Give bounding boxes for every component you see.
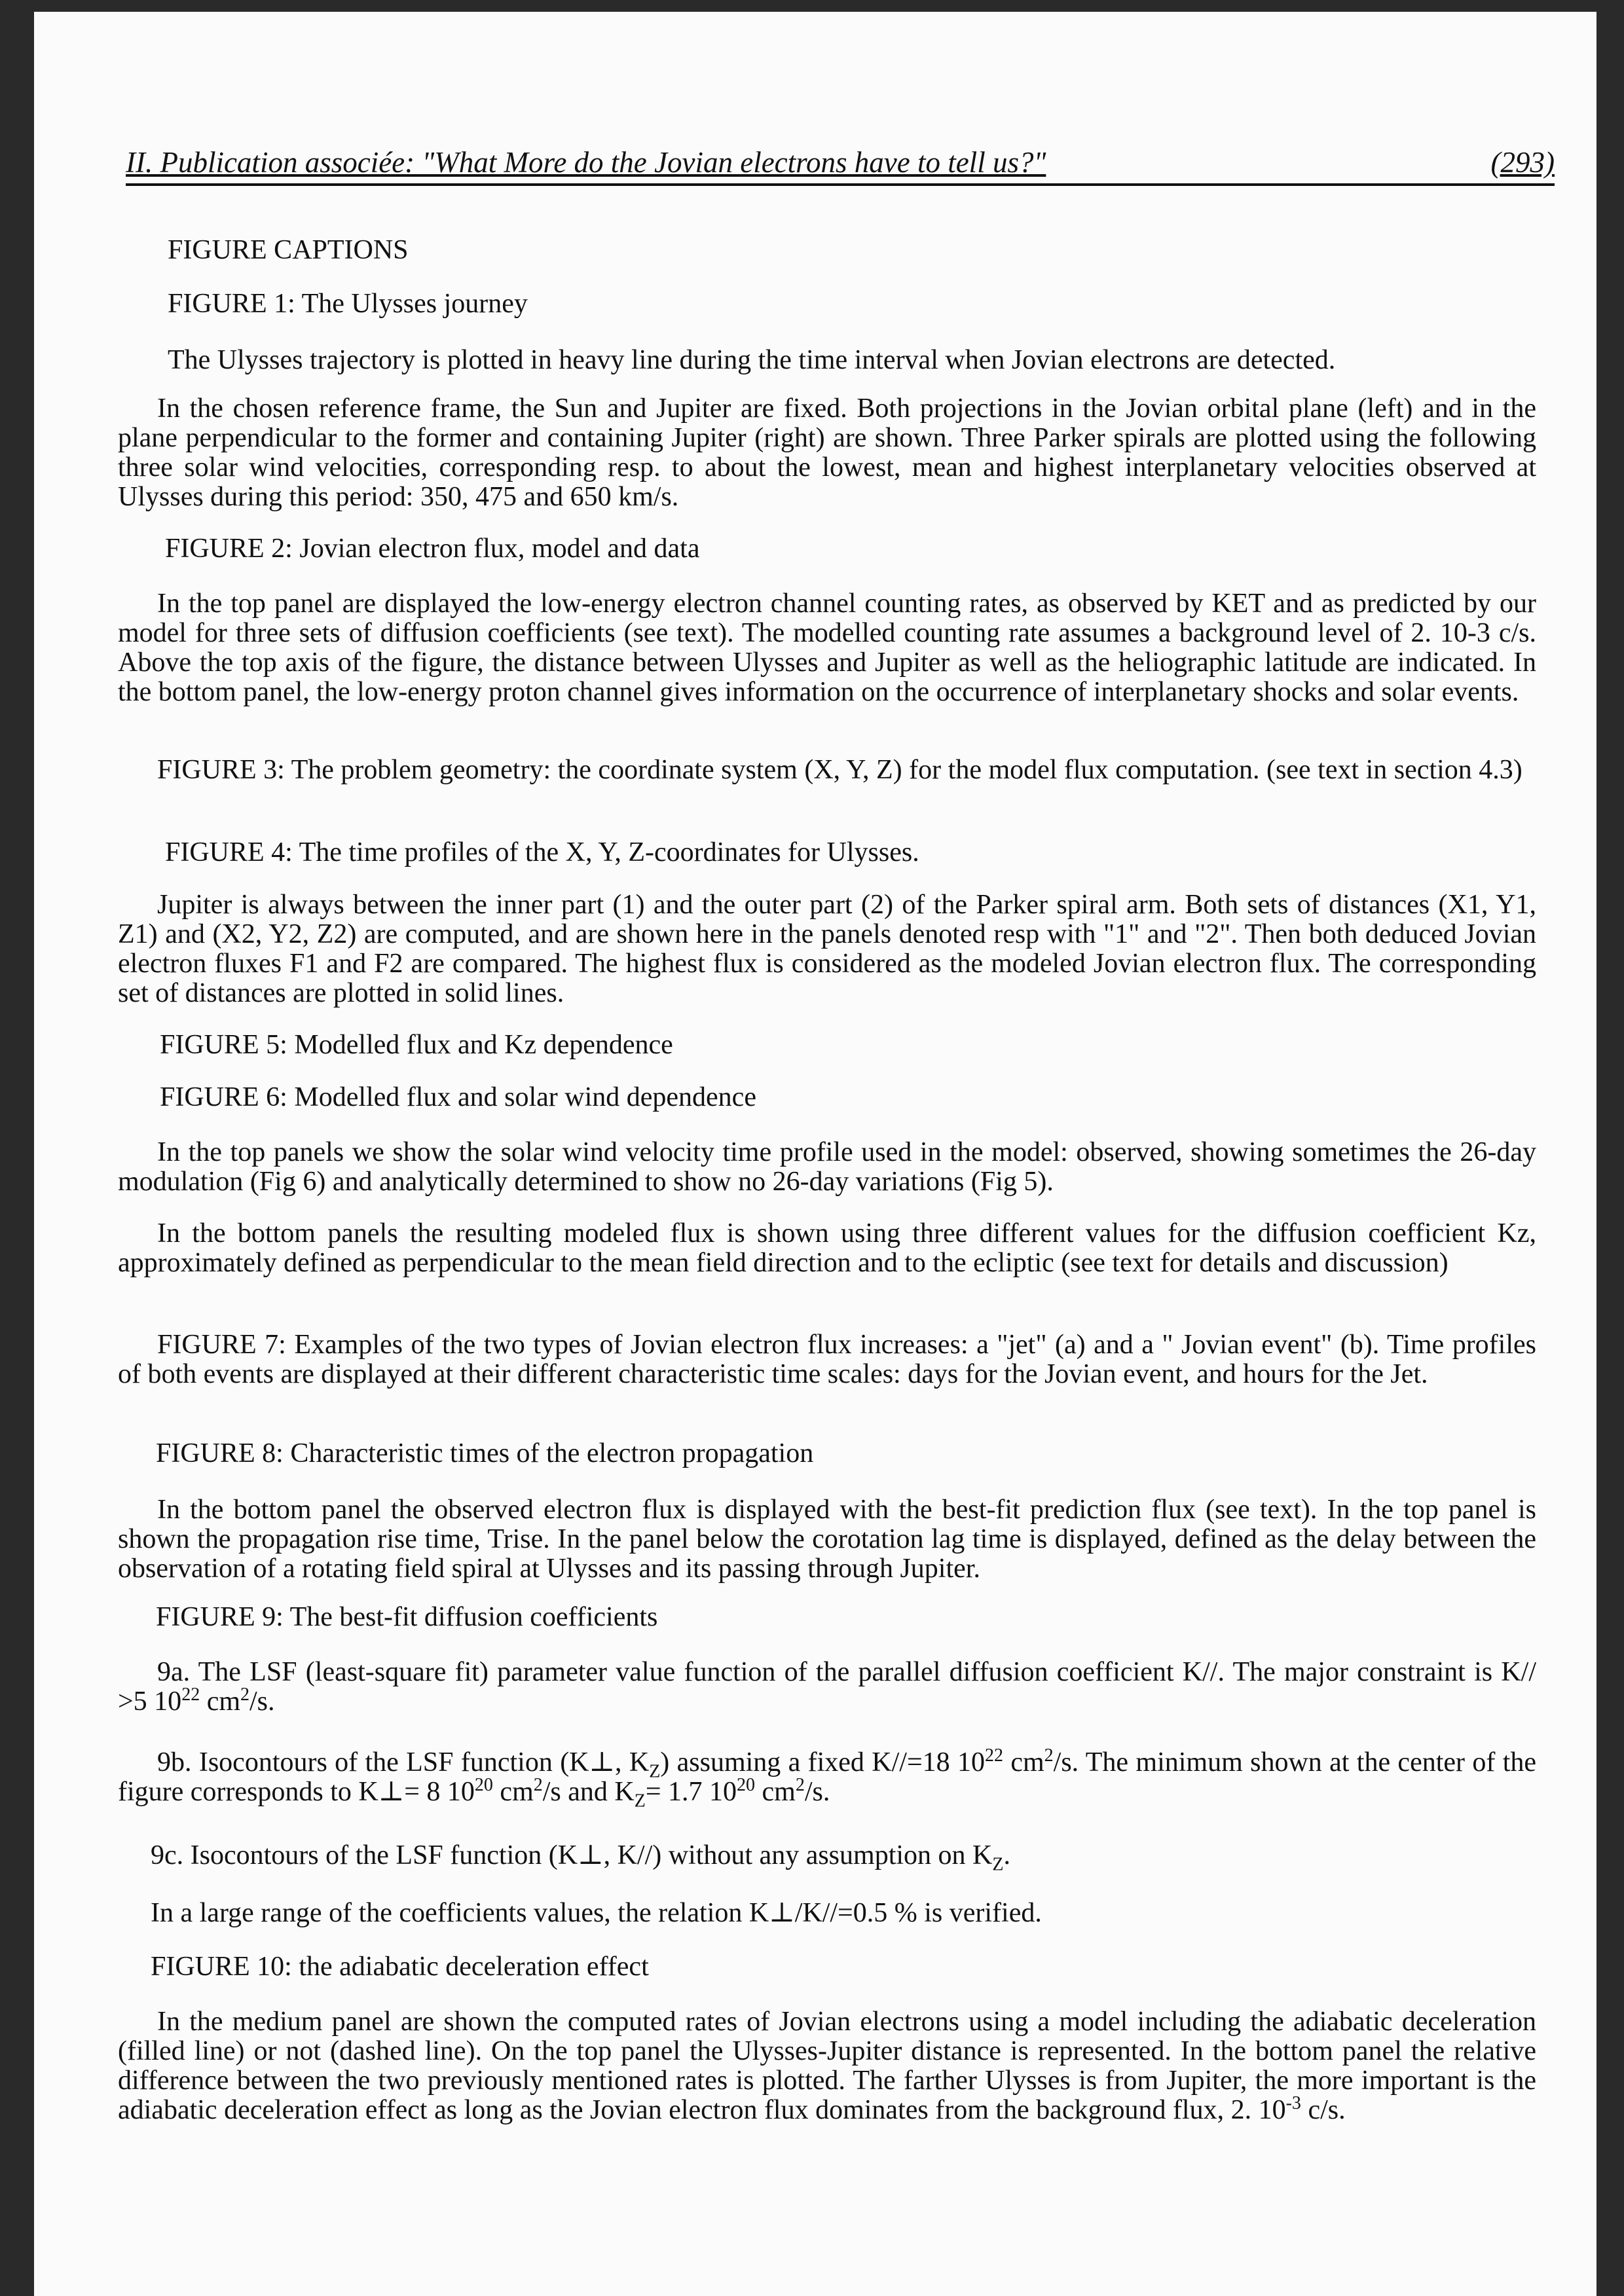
figure-1-paragraph-1: The Ulysses trajectory is plotted in heavy line during the time interval when Jovian electrons are detected. (168, 345, 1336, 375)
figure-6-paragraph-2: In the bottom panels the resulting modeled flux is shown using three different values for the diffusion coefficient Kz, approximately defined as perpendicular to the mean field direction and to the ecliptic (see text for details and discussion) (118, 1218, 1536, 1278)
figure-1-title: FIGURE 1: The Ulysses journey (168, 289, 528, 319)
header-title: II. Publication associée: "What More do the Jovian electrons have to tell us?" (126, 146, 1046, 179)
document-page (34, 12, 1596, 2296)
figure-6-title: FIGURE 6: Modelled flux and solar wind dependence (160, 1082, 756, 1112)
page-number: (293) (1490, 146, 1555, 179)
figure-6-paragraph-1: In the top panels we show the solar wind velocity time profile used in the model: observed, showing sometimes the 26-day modulation (Fig 6) and analytically determined to show no 26-day variations (Fig 5). (118, 1137, 1536, 1197)
figure-4-title: FIGURE 4: The time profiles of the X, Y, Z-coordinates for Ulysses. (165, 837, 919, 867)
figure-2-title: FIGURE 2: Jovian electron flux, model and data (165, 534, 700, 564)
figure-8-title: FIGURE 8: Characteristic times of the electron propagation (156, 1438, 814, 1468)
figure-9-title: FIGURE 9: The best-fit diffusion coefficients (156, 1602, 658, 1632)
figure-7-paragraph: FIGURE 7: Examples of the two types of Jovian electron flux increases: a "jet" (a) and a " Jovian event" (b). Time profiles of both events are displayed at their different characteristic time scales: days for the Jovian event, and hours for the Jet. (118, 1330, 1536, 1389)
figure-2-paragraph-1: In the top panel are displayed the low-energy electron channel counting rates, as observed by KET and as predicted by our model for three sets of diffusion coefficients (see text). The modelled counting rate assumes a background level of 2. 10-3 c/s. Above the top axis of the figure, the distance between Ulysses and Jupiter as well as the heliographic latitude are indicated. In the bottom panel, the low-energy proton channel gives information on the occurrence of interplanetary shocks and solar events. (118, 589, 1536, 707)
figure-9a-paragraph: 9a. The LSF (least-square fit) parameter value function of the parallel diffusion coefficient K//. The major constraint is K// >5 $10^{22}$ $cm^2/s$. (118, 1657, 1536, 1717)
running-header (126, 137, 1555, 186)
figure-10-title: FIGURE 10: the adiabatic deceleration effect (151, 1952, 649, 1982)
figure-5-title: FIGURE 5: Modelled flux and Kz dependence (160, 1030, 673, 1060)
figure-4-paragraph-1: Jupiter is always between the inner part (1) and the outer part (2) of the Parker spiral arm. Both sets of distances (X1, Y1, Z1) and (X2, Y2, Z2) are computed, and are shown here in the panels denoted resp with "1" and "2". Then both deduced Jovian electron fluxes F1 and F2 are compared. The highest flux is considered as the modeled Jovian electron flux. The corresponding set of distances are plotted in solid lines. (118, 890, 1536, 1008)
section-title: FIGURE CAPTIONS (168, 235, 409, 265)
figure-9-relation: In a large range of the coefficients values, the relation K⊥/K//=0.5 % is verified. (151, 1898, 1042, 1928)
figure-10-paragraph-1: In the medium panel are shown the computed rates of Jovian electrons using a model including the adiabatic deceleration (filled line) or not (dashed line). On the top panel the Ulysses-Jupiter distance is represented. In the bottom panel the relative difference between the two previously mentioned rates is plotted. The farther Ulysses is from Jupiter, the more important is the adiabatic deceleration effect as long as the Jovian electron flux dominates from the background flux, 2. $10^{-3}$ c/s. (118, 2007, 1536, 2125)
figure-1-paragraph-2: In the chosen reference frame, the Sun and Jupiter are fixed. Both projections in the Jovian orbital plane (left) and in the plane perpendicular to the former and containing Jupiter (right) are shown. Three Parker spirals are plotted using the following three solar wind velocities, corresponding resp. to about the lowest, mean and highest interplanetary velocities observed at Ulysses during this period: 350, 475 and 650 km/s. (118, 393, 1536, 512)
figure-8-paragraph-1: In the bottom panel the observed electron flux is displayed with the best-fit prediction flux (see text). In the top panel is shown the propagation rise time, Trise. In the panel below the corotation lag time is displayed, defined as the delay between the observation of a rotating field spiral at Ulysses and its passing through Jupiter. (118, 1495, 1536, 1584)
figure-9c-paragraph: 9c. Isocontours of the LSF function (K⊥, K//) without any assumption on $K_Z$. (151, 1840, 1010, 1875)
figure-3-paragraph: FIGURE 3: The problem geometry: the coordinate system (X, Y, Z) for the model flux computation. (see text in section 4.3) (157, 755, 1522, 785)
figure-9b-paragraph: 9b. Isocontours of the LSF function (K⊥, $K_Z$) assuming a fixed K//=18 $10^{22}$ $cm^2/s$. The minimum shown at the center of the figure corresponds to K⊥= 8 $10^{20}$ $cm^2/s$ and $K_Z= 1.7$ $10^{20}$ $cm^2/s$. (118, 1745, 1537, 1812)
